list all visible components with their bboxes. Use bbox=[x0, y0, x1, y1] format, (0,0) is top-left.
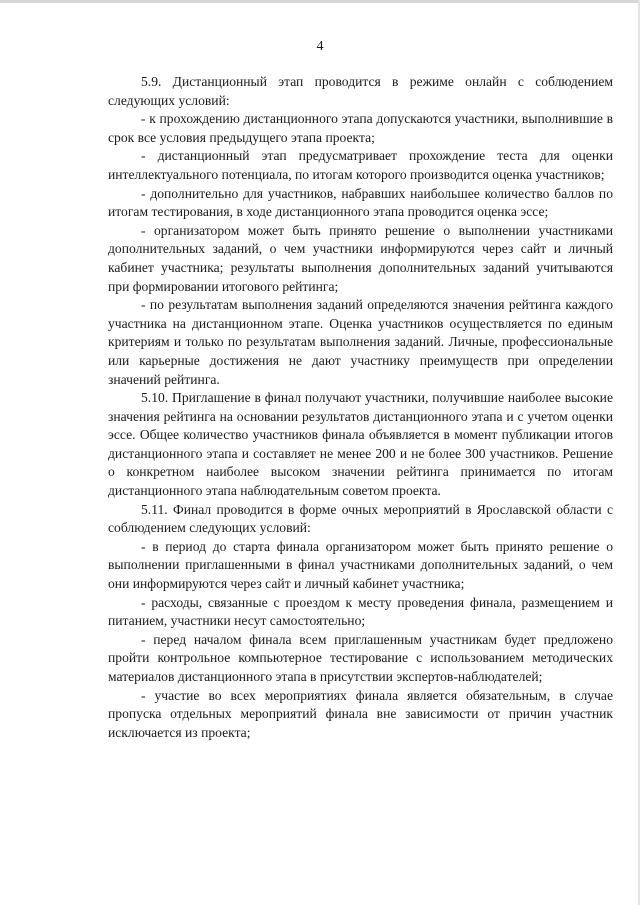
list-item: - участие во всех мероприятиях финала является обязательным, в случае пропуска отдельных мероприятий финала вне зависимости от причин участник исключается из проекта; bbox=[108, 687, 613, 740]
list-item: - дистанционный этап предусматривает прохождение теста для оценки интеллектуального потенциала, по итогам которого производится оценка участников; bbox=[108, 148, 613, 182]
list-item: - организатором может быть принято решение о выполнении участниками дополнительных заданий, о чем участники информируются через сайт и личный кабинет участника; результаты выполнения дополнительных заданий учитываются при формировании итогового рейтинга; bbox=[108, 222, 613, 294]
document-body bbox=[108, 73, 613, 742]
page-number: 4 bbox=[316, 39, 324, 54]
list-item: - перед началом финала всем приглашенным участникам будет предложено пройти контрольное компьютерное тестирование с использованием методических материалов дистанционного этапа в присутствии экспертов-наблюдателей; bbox=[108, 631, 613, 684]
scan-edge-top bbox=[0, 0, 640, 3]
section-5-9-intro: 5.9. Дистанционный этап проводится в режиме онлайн с соблюдением следующих условий: bbox=[108, 74, 613, 108]
section-5-11-intro: 5.11. Финал проводится в форме очных мероприятий в Ярославской области с соблюдением следующих условий: bbox=[108, 501, 613, 536]
list-item: - в период до старта финала организатором может быть принято решение о выполнении приглашенными в финал участниками дополнительных заданий, о чем они информируются через сайт и личный кабинет участника; bbox=[108, 538, 613, 592]
list-item: - расходы, связанные с проездом к месту проведения финала, размещением и питанием, участники несут самостоятельно; bbox=[108, 594, 613, 629]
list-item: - дополнительно для участников, набравших наибольшее количество баллов по итогам тестирования, в ходе дистанционного этапа проводится оценка эссе; bbox=[108, 185, 613, 220]
list-item: - к прохождению дистанционного этапа допускаются участники, выполнившие в срок все условия предыдущего этапа проекта; bbox=[108, 111, 613, 145]
section-5-10: 5.10. Приглашение в финал получают участники, получившие наиболее высокие значения рейтинга на основании результатов дистанционного этапа и с учетом оценки эссе. Общее количество участников финала объявляется в момент публикации итогов дистанционного этапа и составляет не менее 200 и не более 300 участников. Решение о конкретном наиболее высоком значении рейтинга принимается по итогам дистанционного этапа наблюдательным советом проекта. bbox=[108, 390, 613, 499]
list-item: - по результатам выполнения заданий определяются значения рейтинга каждого участника на дистанционном этапе. Оценка участников осуществляется по единым критериям и только по результатам выполнения заданий. Личные, профессиональные или карьерные достижения не дают участнику преимуществ при определении значений рейтинга. bbox=[108, 297, 613, 387]
